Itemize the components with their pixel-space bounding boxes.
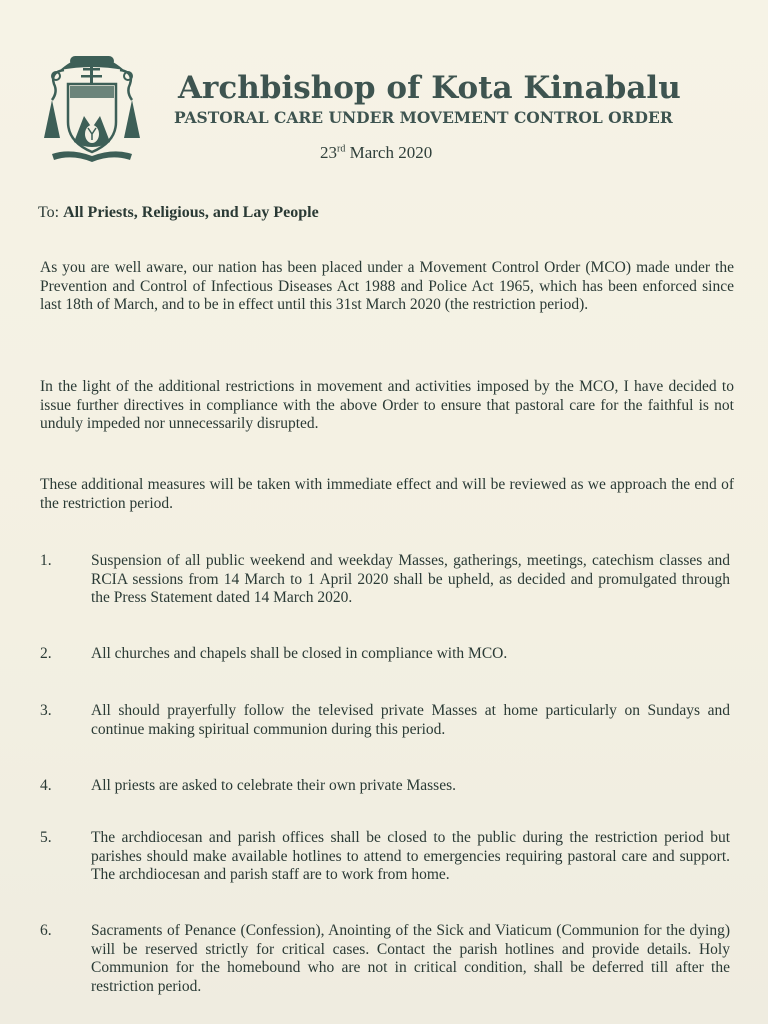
date-day: 23	[320, 143, 337, 162]
addressee-line	[38, 204, 319, 222]
date-month-year: March 2020	[345, 143, 433, 162]
directive-text: Suspension of all public weekend and weekday Masses, gatherings, meetings, catechism classes and RCIA sessions from 14 March to 1 April 2020 shall be upheld, as decided and promulgated through the Press Statement dated 14 March 2020.	[91, 552, 730, 606]
document-subtitle: PASTORAL CARE UNDER MOVEMENT CONTROL ORDER	[174, 108, 673, 127]
directive-text: Sacraments of Penance (Confession), Anointing of the Sick and Viaticum (Communion for the dying) will be reserved strictly for critical cases. Contact the parish hotlines and provide details. Holy Communion for the homebound who are not in critical condition, shall be deferred till after the restriction period.	[91, 922, 730, 995]
coat-of-arms-icon	[40, 42, 144, 164]
document-date	[320, 143, 432, 163]
paragraph-intro: As you are well aware, our nation has been placed under a Movement Control Order (MCO) made under the Prevention and Control of Infectious Diseases Act 1988 and Police Act 1965, which has been enforced since last 18th of March, and to be in effect until this 31st March 2020 (the restriction period).	[40, 259, 734, 313]
document-title: Archbishop of Kota Kinabalu	[178, 70, 681, 106]
directive-number: 4.	[40, 777, 52, 794]
directive-number: 3.	[40, 702, 52, 719]
directive-text: All should prayerfully follow the televised private Masses at home particularly on Sundays and continue making spiritual communion during this period.	[91, 702, 730, 738]
paragraph-measures: These additional measures will be taken with immediate effect and will be reviewed as we approach the end of the restriction period.	[40, 476, 734, 512]
directive-number: 2.	[40, 645, 52, 662]
directive-number: 6.	[40, 922, 52, 939]
addressee-recipients: All Priests, Religious, and Lay People	[63, 204, 319, 221]
addressee-prefix: To:	[38, 204, 64, 221]
directive-number: 5.	[40, 829, 52, 846]
directive-text: All priests are asked to celebrate their own private Masses.	[91, 777, 456, 794]
paragraph-purpose: In the light of the additional restrictions in movement and activities imposed by the MCO, I have decided to issue further directives in compliance with the above Order to ensure that pastoral care for the faithful is not unduly impeded nor unnecessarily disrupted.	[40, 378, 734, 432]
directive-number: 1.	[40, 552, 52, 569]
directive-text: All churches and chapels shall be closed in compliance with MCO.	[91, 645, 508, 662]
directive-text: The archdiocesan and parish offices shall be closed to the public during the restriction period but parishes should make available hotlines to attend to emergencies requiring pastoral care and support. The archdiocesan and parish staff are to work from home.	[91, 829, 730, 883]
date-suffix: rd	[337, 143, 346, 155]
